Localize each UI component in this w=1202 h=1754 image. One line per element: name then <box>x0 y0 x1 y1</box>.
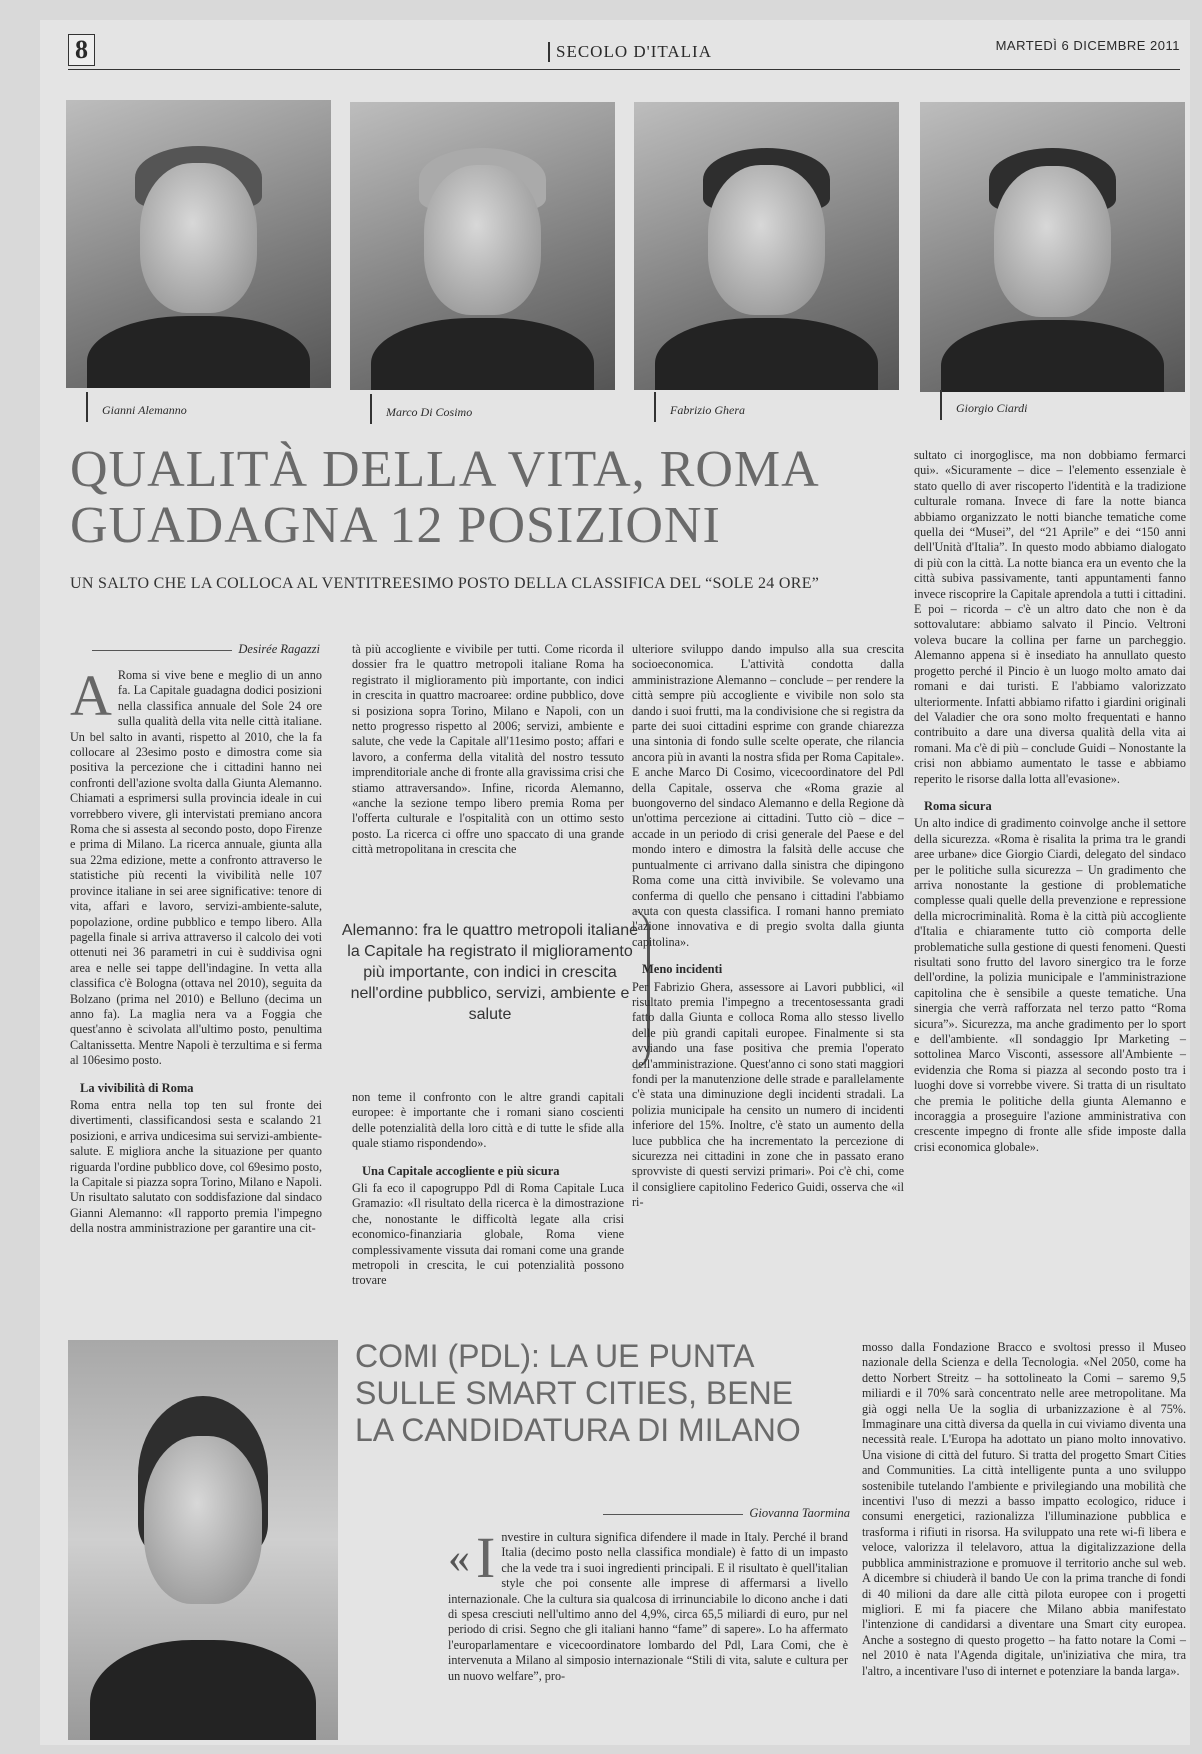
photo-ghera <box>634 102 899 390</box>
photo-caption: Gianni Alemanno <box>86 392 187 422</box>
pull-quote: Alemanno: fra le quattro metropoli italiane la Capitale ha registrato il miglioramento più importante, con indici in crescita nell'ordine pubblico, servizi, ambiente e salute <box>341 922 639 1023</box>
drop-cap: A <box>70 663 112 728</box>
quote-mark: « <box>448 1533 470 1582</box>
paragraph: nvestire in cultura significa difendere il made in Italy. Perché il brand Italia (decimo posto nella classifica mondiale) è fatto di un impasto che la vede tra i suoi ingredienti principali. E il risultato è quell'italian style che poi consente alle imprese di affermarsi a livello internazionale. Che la cultura sia qualcosa di irrinunciabile lo dicono anche i dati di spesa cresciuti nell'ultimo anno del 4,9%, circa 65,5 miliardi di euro, pur nel periodo di crisi. Segno che gli italiani hanno “fame” di sapere». Lo ha affermato l'europarlamentare e vicecoordinatore lombardo del Pdl, Lara Comi, che è intervenuta a Milano al simposio internazionale “Stili di vita, salute e cultura per un nuovo welfare”, pro- <box>448 1530 848 1683</box>
paragraph: Roma entra nella top ten sul fronte dei divertimenti, classificandosi sesta e scalando 21 posizioni, e arriva undicesima sui servizi-ambiente-salute. E migliora anche la situazione per quanto riguarda l'ordine pubblico dove, col 69esimo posto, la Capitale si piazza sopra Torino, Milano e Napoli. Un risultato salutato con soddisfazione dal sindaco Gianni Alemanno: «Il rapporto premia l'impegno della nostra amministrazione per garantire una cit- <box>70 1097 322 1236</box>
photo-caption: Fabrizio Ghera <box>654 392 745 422</box>
photo-ciardi <box>920 102 1185 392</box>
newspaper-page <box>40 20 1190 1745</box>
photo-di-cosimo <box>350 102 615 390</box>
article-column-3 <box>632 642 904 1211</box>
paragraph: Roma si vive bene e meglio di un anno fa. La Capitale guadagna dodici posizioni nella classifica annuale del Sole 24 ore sulla qualità della vita nelle città italiane. Un bel salto in avanti, rispetto al 2010, che la fa collocare al 23esimo posto e dimostra come sia positiva la percezione che i cittadini hanno nei confronti dell'azione svolta dalla Giunta Alemanno. Chiamati a esprimersi sulla provincia ideale in cui vorrebbero vivere, gli intervistati premiano ancora Roma che si assesta al secondo posto, dopo Firenze e prima di Milano. La ricerca annuale, giunta alla sua 22ma edizione, mette a confronto attraverso le statistiche più recenti la vivibilità nelle 107 province italiane in sei aree significative: tenore di vita, affari e lavoro, servizi-ambiente-salute, popolazione, ordine pubblico e tempo libero. Alla pagella finale si arriva attraverso il calcolo dei voti ottenuti nei 36 parametri in cui è suddivisa ogni area e nelle sei tappe dell'indagine. In vetta alla classifica c'è Bologna (ottava nel 2010), seguita da Bolzano (prima nel 2010) e Belluno (decima un anno fa). La maglia nera va a Foggia che quest'anno è scivolata all'ultimo posto, penultima Caltanissetta. Mentre Napoli è terzultima e si ferma al 106esimo posto. <box>70 668 322 1068</box>
drop-cap: I <box>476 1525 496 1590</box>
section-heading: Una Capitale accogliente e più sicura <box>362 1163 560 1178</box>
paragraph: mosso dalla Fondazione Bracco e svoltosi presso il Museo nazionale della Scienza e della Tecnologia. «Nel 2050, come ha detto Norbert Streitz – ha sottolineato la Comi – saremo 9,5 miliardi e il 70% sarà concentrato nelle aree metropolitane. Ma già oggi nella Ue la soglia di urbanizzazione è al 75%. Immaginare una città diversa da quella in cui viviamo diventa una necessità reale. L'Europa ha adottato un piano molto innovativo. Una visione di città del futuro. Si tratta del progetto Smart Cities and Communities. La città intelligente punta a uno sviluppo sostenibile tutelando l'ambiente e privilegiando una mobilità che incentivi l'uso di mezzi a basso impatto ecologico, riduce i consumi energetici, razionalizza l'illuminazione pubblica e trasforma i rifiuti in risorsa. Ha sviluppato una rete wi-fi libera e veloce, valorizza il telelavoro, attua la digitalizzazione della pubblica amministrazione e promuove il territorio anche sul web. A dicembre si chiuderà il bando Ue con la prima tranche di fondi di 40 milioni da dare alle città pilota europee con i progetti migliori. E mi fa piacere che Milano abbia manifestato l'intenzione di candidarsi a diventare una Smart city europea. Anche a sostegno di questo progetto – ha fatto notare la Comi – nel 2010 è nata l'Agenda digitale, un'iniziativa che mira, tra l'altro, a incentivare l'uso di internet e potenziare la banda larga». <box>862 1340 1186 1678</box>
section-heading: Meno incidenti <box>642 962 723 977</box>
photo-caption: Marco Di Cosimo <box>370 394 472 424</box>
paragraph: sultato ci inorgoglisce, ma non dobbiamo fermarci qui». «Sicuramente – dice – l'elemento essenziale è stato quello di aver riscoperto l'identità e la tradizione culturale romana. Invece di fare la notte bianca abbiamo organizzato le notti bianche tematiche come quella dei “Musei”, del “21 Aprile” e dei “150 anni dell'Unità d'Italia”. In questo modo abbiamo dialogato di più con la città. La notte bianca era un evento che la città subiva passivamente, tanti appuntamenti fanno invece riscoprire la Capitale aprendola a tutti i cittadini. E poi – ricorda – c'è un altro dato che non è da sottovalutare: abbiamo salvato il Pincio. Veltroni voleva bucare la collina per farne un parcheggio. Alemanno appena si è insediato ha annullato questo progetto perché il Pincio è un luogo molto amato dai romani e dai turisti. E l'abbiamo valorizzato ulteriormente. Infatti abbiamo rifatto i giardini originali del Valadier che ora sono molto frequentati e hanno contribuito a dare una diversa qualità della vita ai romani. Ma c'è di più – conclude Guidi – Nonostante la crisi non abbiamo aumentato le tasse e abbiamo reperito le risorse dalla lotta all'evasione». <box>914 448 1186 786</box>
article-column-2 <box>352 642 624 858</box>
paragraph: tà più accogliente e vivibile per tutti. Come ricorda il dossier fra le quattro metropoli italiane Roma ha registrato il miglioramento più importante, con indici in crescita in quattro macroaree: ordine pubblico, dove si posiziona sopra Torino, Milano e Napoli, con un netto progresso rispetto al 2006; servizi, ambiente e salute, che vede la Capitale all'11esimo posto; affari e lavoro, a conferma della vitalità del nostro tessuto imprenditoriale anche di fronte alla gravissima crisi che stiamo attraversando». Infine, ricorda Alemanno, «anche la sezione tempo libero premia Roma per l'offerta culturale e l'ospitalità con un ottimo sesto posto. La ricerca ci offre uno spaccato di una grande città metropolitana in crescita che <box>352 642 624 857</box>
subheadline: UN SALTO CHE LA COLLOCA AL VENTITREESIMO POSTO DELLA CLASSIFICA DEL “SOLE 24 ORE” <box>70 575 820 592</box>
paragraph: Per Fabrizio Ghera, assessore ai Lavori pubblici, «il risultato premia l'impegno a trecentosessanta gradi fatto dalla Giunta e colloca Roma allo stesso livello delle più grandi capitali europee. Finalmente si sta avviando una fase positiva che premia l'operato dell'amministrazione. Quest'anno ci sono stati maggiori fondi per la manutenzione delle strade e parallelamente c'è stata una diminuzione degli incidenti stradali. La polizia municipale ha censito un numero di incidenti inferiore del 15%. Inoltre, c'è stato un aumento della luce pubblica che ha incrementato la percezione di sicurezza nei cittadini in zone che in passato erano sprovviste di questi servizi primari». Poi c'è chi, come il consigliere capitolino Federico Guidi, osserva che «il ri- <box>632 979 904 1210</box>
article2-column-1 <box>448 1525 848 1684</box>
article-column-1 <box>70 663 322 1237</box>
section-heading: La vivibilità di Roma <box>80 1080 194 1095</box>
headline-secondary: COMI (PDL): LA UE PUNTA SULLE SMART CITIES, BENE LA CANDIDATURA DI MILANO <box>355 1338 801 1448</box>
issue-date: MARTEDÌ 6 DICEMBRE 2011 <box>995 38 1180 53</box>
paragraph: ulteriore sviluppo dando impulso alla sua crescita socioeconomica. L'attività condotta dalla amministrazione Alemanno – conclude – per rendere la città sempre più accogliente e vivibile non solo sta dando i suoi frutti, ma la condivisione che si registra da parte dei suoi cittadini esprime con grande chiarezza una sintonia di fondo sulle scelte operate, che rilancia ancora più in avanti la nostra sfida per Roma Capitale». E anche Marco Di Cosimo, vicecoordinatore del Pdl della Capitale, osserva che «Roma grazie al buongoverno del sindaco Alemanno e della Regione dà un'ottima percezione ai cittadini. Tutto ciò – dice – accade in un periodo di crisi generale del Paese e del mondo intero e dimostra la falsità delle accuse che puntualmente ci arrivano dalla sinistra che dipingono Roma come una città invivibile. Se volevamo una conferma di quello che pensano i cittadini l'abbiamo avuta con questa classifica. I romani hanno premiato l'azione innovativa e di pregio svolta dalla giunta capitolina». <box>632 642 904 949</box>
headline: QUALITÀ DELLA VITA, ROMA GUADAGNA 12 POSIZIONI <box>70 441 817 554</box>
page-number: 8 <box>68 34 95 66</box>
article2-column-2 <box>862 1340 1186 1679</box>
photo-caption: Giorgio Ciardi <box>940 390 1027 420</box>
paragraph: Un alto indice di gradimento coinvolge anche il settore della sicurezza. «Roma è risalita la prima tra le grandi aree urbane» dice Giorgio Ciardi, delegato del sindaco per le politiche sulla sicurezza – Un gradimento che arriva nonostante la gestione di problematiche complesse quali quelle della prevenzione e repressione della microcriminalità. Roma è la città più accogliente d'Italia e chiaramente tutto ciò comporta delle problematiche sulla gestione di questi fenomeni. Questi risultati sono frutto del lavoro sinergico tra le forze dell'ordine, la polizia municipale e l'amministrazione capitolina che è sensibile a queste tematiche. Una sinergia che verrà rafforzata nel terzo patto “Roma sicura”». Sicurezza, ma anche gradimento per lo sport e dell'ambiente. «Il sondaggio Ipr Marketing – sottolinea Marco Visconti, assessore all'Ambiente – evidenzia che Roma si piazza al secondo posto tra i luoghi dove si vorrebbe vivere. Si tratta di un risultato che premia le politiche della giunta Alemanno e incoraggia a proseguire l'azione amministrativa con crescente impegno di fronte alle sfide imposte dalla crisi economica globale». <box>914 816 1186 1154</box>
paragraph: Gli fa eco il capogruppo Pdl di Roma Capitale Luca Gramazio: «Il risultato della ricerca è la dimostrazione che, nonostante le difficoltà legate alla crisi economico-finanziaria globale, Roma viene complessivamente vissuta dai romani come una grande metropoli in crescita, le cui potenzialità possono trovare <box>352 1181 624 1288</box>
byline: Desirée Ragazzi <box>70 642 320 657</box>
page-header <box>68 34 1180 70</box>
photo-alemanno <box>66 100 331 388</box>
article-column-2-lower <box>352 1090 624 1289</box>
newspaper-name: SECOLO D'ITALIA <box>548 42 712 62</box>
paragraph: non teme il confronto con le altre grandi capitali europee: è importante che i romani siano coscienti delle potenzialità della loro città e di tutte le sfide alla quale stiamo rispondendo». <box>352 1090 624 1151</box>
article-column-4 <box>914 448 1186 1155</box>
photo-lara-comi <box>68 1340 338 1740</box>
section-heading: Roma sicura <box>924 798 992 813</box>
byline: Giovanna Taormina <box>460 1506 850 1521</box>
